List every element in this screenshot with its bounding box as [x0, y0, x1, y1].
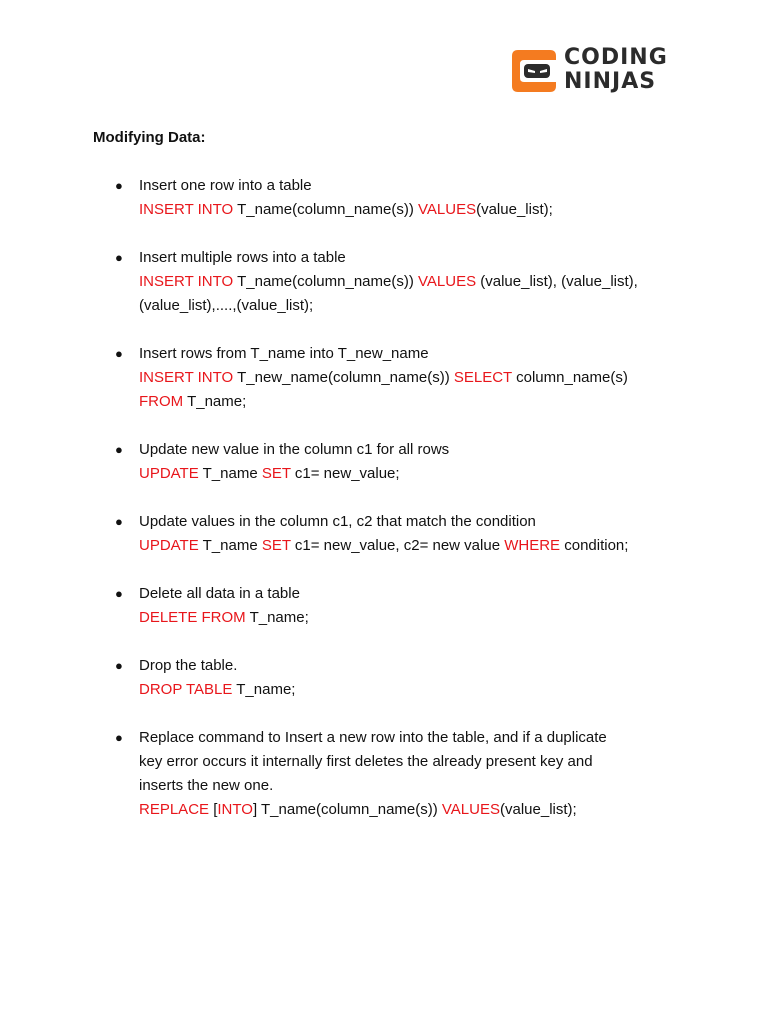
bullet-icon: ● — [115, 730, 123, 745]
sql-text: T_name(column_name(s)) — [233, 201, 418, 218]
sql-text: (value_list); — [500, 801, 577, 818]
sql-keyword: WHERE — [504, 537, 561, 554]
sql-keyword: VALUES — [418, 273, 477, 290]
sql-code-line — [139, 606, 669, 630]
bullet-icon: ● — [115, 250, 123, 265]
sql-text: ] T_name(column_name(s)) — [252, 801, 442, 818]
sql-keyword: DROP TABLE — [139, 681, 233, 698]
bullet-icon: ● — [115, 586, 123, 601]
sql-text: c1= new_value, c2= new value — [290, 537, 505, 554]
sql-keyword: SET — [261, 465, 291, 482]
sql-code-line — [139, 390, 669, 414]
logo-text — [564, 46, 668, 94]
sql-text: T_name(column_name(s)) — [233, 273, 418, 290]
item-body — [139, 510, 669, 558]
sql-code-line — [139, 678, 669, 702]
item-body — [139, 438, 669, 486]
ninja-mask-icon — [510, 48, 558, 94]
item-body — [139, 726, 669, 822]
item-description: Drop the table. — [139, 657, 238, 674]
sql-keyword: UPDATE — [139, 537, 199, 554]
sql-text: (value_list); — [476, 201, 553, 218]
sql-keyword: INSERT INTO — [139, 369, 234, 386]
item-description: Update new value in the column c1 for all rows — [139, 441, 450, 458]
bullet-icon: ● — [115, 346, 123, 361]
sql-keyword: UPDATE — [139, 465, 199, 482]
sql-code-line — [139, 294, 669, 318]
logo-line-2: NINJAS — [564, 69, 657, 94]
section-heading: Modifying Data: — [93, 129, 206, 146]
item-description: Delete all data in a table — [139, 585, 300, 602]
sql-text: T_name; — [232, 681, 296, 698]
bullet-icon: ● — [115, 178, 123, 193]
sql-keyword: SELECT — [453, 369, 512, 386]
sql-keyword: INSERT INTO — [139, 273, 234, 290]
bullet-icon: ● — [115, 658, 123, 673]
item-description: Update values in the column c1, c2 that match the condition — [139, 513, 536, 530]
sql-keyword: INSERT INTO — [139, 201, 234, 218]
sql-code-line — [139, 198, 669, 222]
bullet-icon: ● — [115, 514, 123, 529]
logo-line-1: CODING — [564, 45, 668, 70]
sql-text: (value_list), (value_list), — [476, 273, 638, 290]
item-body — [139, 654, 669, 702]
sql-code-line — [139, 462, 669, 486]
sql-code-line — [139, 270, 669, 294]
sql-keyword: INTO — [217, 801, 253, 818]
sql-keyword: REPLACE — [139, 801, 210, 818]
sql-keyword: DELETE FROM — [139, 609, 246, 626]
sql-text: T_new_name(column_name(s)) — [233, 369, 454, 386]
sql-keyword: SET — [261, 537, 291, 554]
sql-text: c1= new_value; — [290, 465, 400, 482]
item-description: Replace command to Insert a new row into the table, and if a duplicate — [139, 729, 607, 746]
sql-code-line — [139, 366, 669, 390]
sql-text: (value_list),....,(value_list); — [139, 297, 314, 314]
item-description: key error occurs it internally first deletes the already present key and — [139, 753, 593, 770]
sql-text: T_name — [198, 465, 262, 482]
sql-text: condition; — [560, 537, 629, 554]
sql-text: T_name; — [245, 609, 309, 626]
sql-text: [ — [209, 801, 218, 818]
item-body — [139, 174, 669, 222]
item-description: Insert rows from T_name into T_new_name — [139, 345, 429, 362]
bullet-icon: ● — [115, 442, 123, 457]
coding-ninjas-logo — [510, 46, 680, 98]
item-description: Insert multiple rows into a table — [139, 249, 346, 266]
sql-text: column_name(s) — [511, 369, 628, 386]
item-body — [139, 342, 669, 414]
item-description: inserts the new one. — [139, 777, 274, 794]
sql-text: T_name; — [183, 393, 247, 410]
sql-code-line — [139, 798, 669, 822]
sql-keyword: FROM — [139, 393, 184, 410]
sql-text: T_name — [198, 537, 262, 554]
sql-keyword: VALUES — [418, 201, 477, 218]
item-description: Insert one row into a table — [139, 177, 312, 194]
sql-keyword: VALUES — [441, 801, 500, 818]
item-body — [139, 582, 669, 630]
sql-code-line — [139, 534, 669, 558]
item-body — [139, 246, 669, 318]
